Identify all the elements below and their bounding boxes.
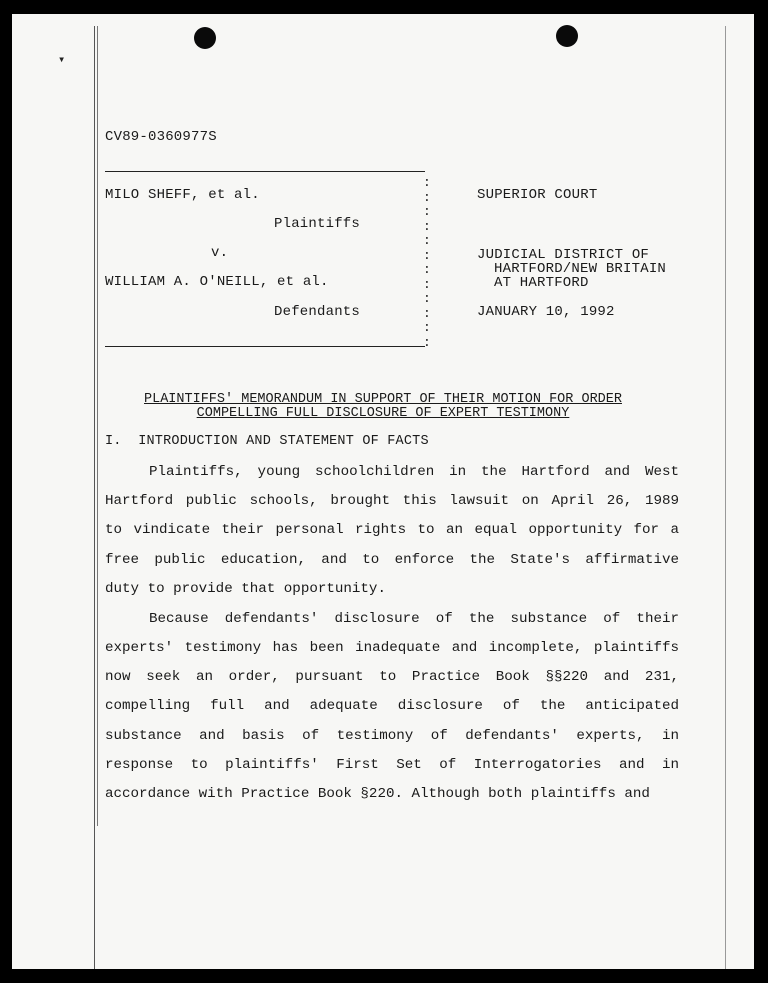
caption-bottom-rule xyxy=(105,346,425,347)
memorandum-title-line-1: PLAINTIFFS' MEMORANDUM IN SUPPORT OF THEIR MOTION FOR ORDER xyxy=(144,392,622,407)
district-line-1: JUDICIAL DISTRICT OF xyxy=(477,247,650,263)
paragraph-1-line: Plaintiffs, young schoolchildren in the Hartford and West xyxy=(149,464,679,480)
plaintiff-role: Plaintiffs xyxy=(274,216,361,232)
paragraph-2-line: compelling full and adequate disclosure of the anticipated xyxy=(105,698,679,714)
paragraph-1-line: free public education, and to enforce the State's affirmative xyxy=(105,552,679,568)
section-heading: I. INTRODUCTION AND STATEMENT OF FACTS xyxy=(105,434,429,449)
filing-date: JANUARY 10, 1992 xyxy=(477,304,615,320)
case-number: CV89-0360977S xyxy=(105,129,217,145)
paragraph-2-line: substance and basis of testimony of defendants' experts, in xyxy=(105,728,679,744)
caption-top-rule xyxy=(105,171,425,172)
paragraph-1-line: to vindicate their personal rights to an equal opportunity for a xyxy=(105,522,679,538)
punch-hole-right xyxy=(556,25,578,47)
document-page xyxy=(12,14,754,969)
margin-rule-right xyxy=(725,26,726,969)
paragraph-1-line: duty to provide that opportunity. xyxy=(105,581,386,597)
paragraph-2-line: accordance with Practice Book §220. Although both plaintiffs and xyxy=(105,786,650,802)
defendant-name: WILLIAM A. O'NEILL, et al. xyxy=(105,274,329,290)
district-line-2: HARTFORD/NEW BRITAIN xyxy=(494,261,667,277)
punch-hole-left xyxy=(194,27,216,49)
memorandum-title-line-2: COMPELLING FULL DISCLOSURE OF EXPERT TESTIMONY xyxy=(196,406,570,421)
defendant-role: Defendants xyxy=(274,304,361,320)
margin-rule-inner xyxy=(97,26,98,826)
paragraph-1-line: Hartford public schools, brought this lawsuit on April 26, 1989 xyxy=(105,493,679,509)
versus: v. xyxy=(211,245,229,261)
district-line-3: AT HARTFORD xyxy=(494,275,589,291)
paragraph-2-line: now seek an order, pursuant to Practice Book §§220 and 231, xyxy=(105,669,679,685)
paragraph-2-line: experts' testimony has been inadequate and incomplete, plaintiffs xyxy=(105,640,679,656)
plaintiff-name: MILO SHEFF, et al. xyxy=(105,187,260,203)
court-name: SUPERIOR COURT xyxy=(477,187,598,203)
paragraph-2-line: response to plaintiffs' First Set of Interrogatories and in xyxy=(105,757,679,773)
margin-rule-outer xyxy=(94,26,95,969)
paragraph-2-line: Because defendants' disclosure of the substance of their xyxy=(149,611,679,627)
caption-colon-column: : : : : : : : : : : : : xyxy=(423,175,431,350)
scan-speck: ▾ xyxy=(58,53,66,67)
